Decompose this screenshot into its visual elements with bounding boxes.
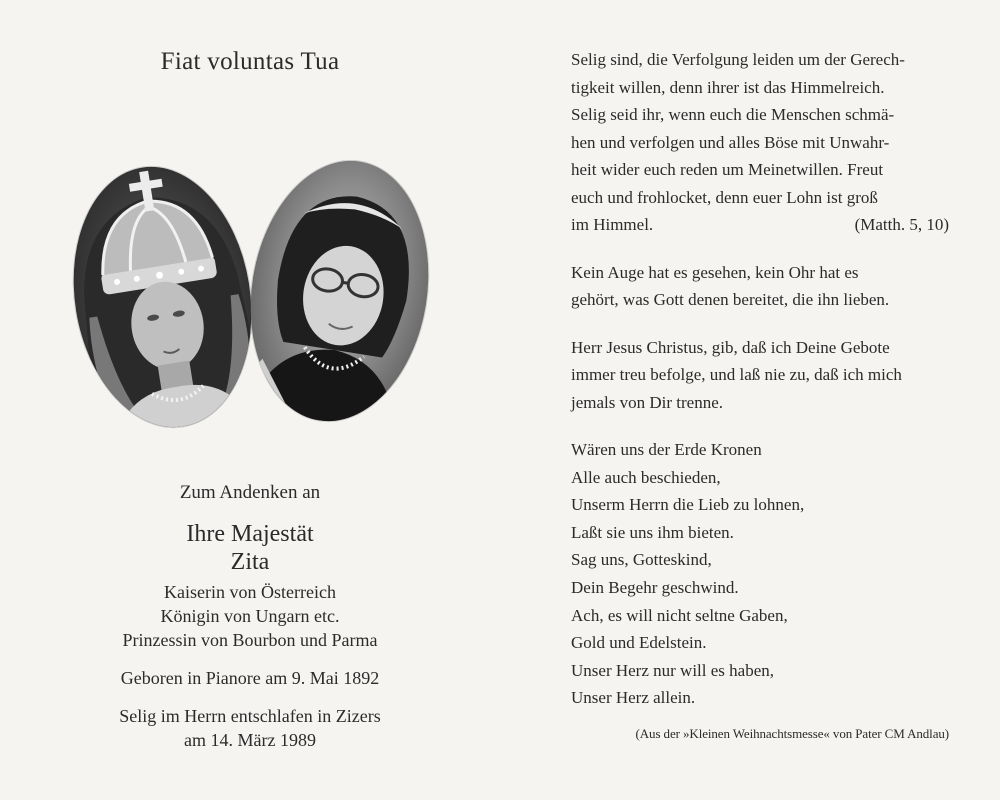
crown-portrait-illustration (56, 154, 270, 440)
birth-line: Geboren in Pianore am 9. Mai 1892 (120, 668, 380, 688)
motto: Fiat voluntas Tua (160, 48, 340, 75)
beatitude-last-row (571, 211, 949, 239)
poem-line: Unserm Herrn die Lieb zu lohnen, (571, 495, 805, 515)
beatitude-line: Selig seid ihr, wenn euch die Menschen schmä- (571, 105, 895, 124)
poem-line: Unser Herz nur will es haben, (571, 660, 774, 680)
beatitude-paragraph (571, 46, 949, 239)
prayer-paragraph (571, 334, 949, 417)
memorial-title: Ihre Majestät (186, 521, 314, 547)
prayer-line: jemals von Dir trenne. (571, 392, 724, 412)
elderly-portrait-illustration (233, 148, 447, 434)
eye-paragraph (571, 259, 949, 314)
poem-line: Wären uns der Erde Kronen (571, 440, 762, 459)
portraits (40, 158, 460, 428)
royal-title-2: Königin von Ungarn etc. (160, 606, 340, 626)
eye-line: gehört, was Gott denen bereitet, die ihn lieben. (571, 290, 890, 309)
prayer-line: immer treu befolge, und laß nie zu, daß ich mich (571, 365, 902, 384)
right-panel (571, 46, 949, 742)
death-line-2: am 14. März 1989 (184, 730, 316, 750)
portrait-elderly-empress (233, 148, 447, 434)
beatitude-line: euch und frohlocket, denn euer Lohn ist groß (571, 187, 878, 207)
portrait-crowned-empress (56, 154, 270, 440)
beatitude-line: heit wider euch reden um Meinetwillen. Freut (571, 160, 884, 179)
poem-line: Laßt sie uns ihm bieten. (571, 522, 734, 542)
beatitude-line: Selig sind, die Verfolgung leiden um der Gerech- (571, 50, 905, 69)
royal-title-3: Prinzessin von Bourbon und Parma (122, 630, 378, 650)
poem-source: (Aus der »Kleinen Weihnachtsmesse« von Pater CM Andlau) (635, 725, 949, 741)
memorial-intro: Zum Andenken an (179, 482, 321, 503)
prayer-line: Herr Jesus Christus, gib, daß ich Deine Gebote (571, 337, 890, 357)
poem-line: Unser Herz allein. (571, 688, 696, 708)
royal-title-1: Kaiserin von Österreich (164, 582, 336, 602)
beatitude-line: hen und verfolgen und alles Böse mit Unwahr- (571, 132, 890, 152)
poem-line: Sag uns, Gotteskind, (571, 550, 712, 570)
bible-reference: (Matth. 5, 10) (854, 215, 949, 234)
memorial-name: Zita (230, 549, 270, 575)
eye-line: Kein Auge hat es gesehen, kein Ohr hat es (571, 262, 859, 282)
left-panel (40, 0, 460, 800)
death-line-1: Selig im Herrn entschlafen in Zizers (119, 706, 381, 726)
poem-line: Alle auch beschieden, (571, 467, 721, 487)
poem-line: Ach, es will nicht seltne Gaben, (571, 605, 788, 625)
memorial-text (40, 482, 460, 752)
poem-line: Gold und Edelstein. (571, 633, 707, 653)
beatitude-line: tigkeit willen, denn ihrer ist das Himmelreich. (571, 77, 885, 97)
poem-line: Dein Begehr geschwind. (571, 577, 739, 597)
beatitude-last: im Himmel. (571, 215, 654, 234)
poem (571, 436, 949, 712)
